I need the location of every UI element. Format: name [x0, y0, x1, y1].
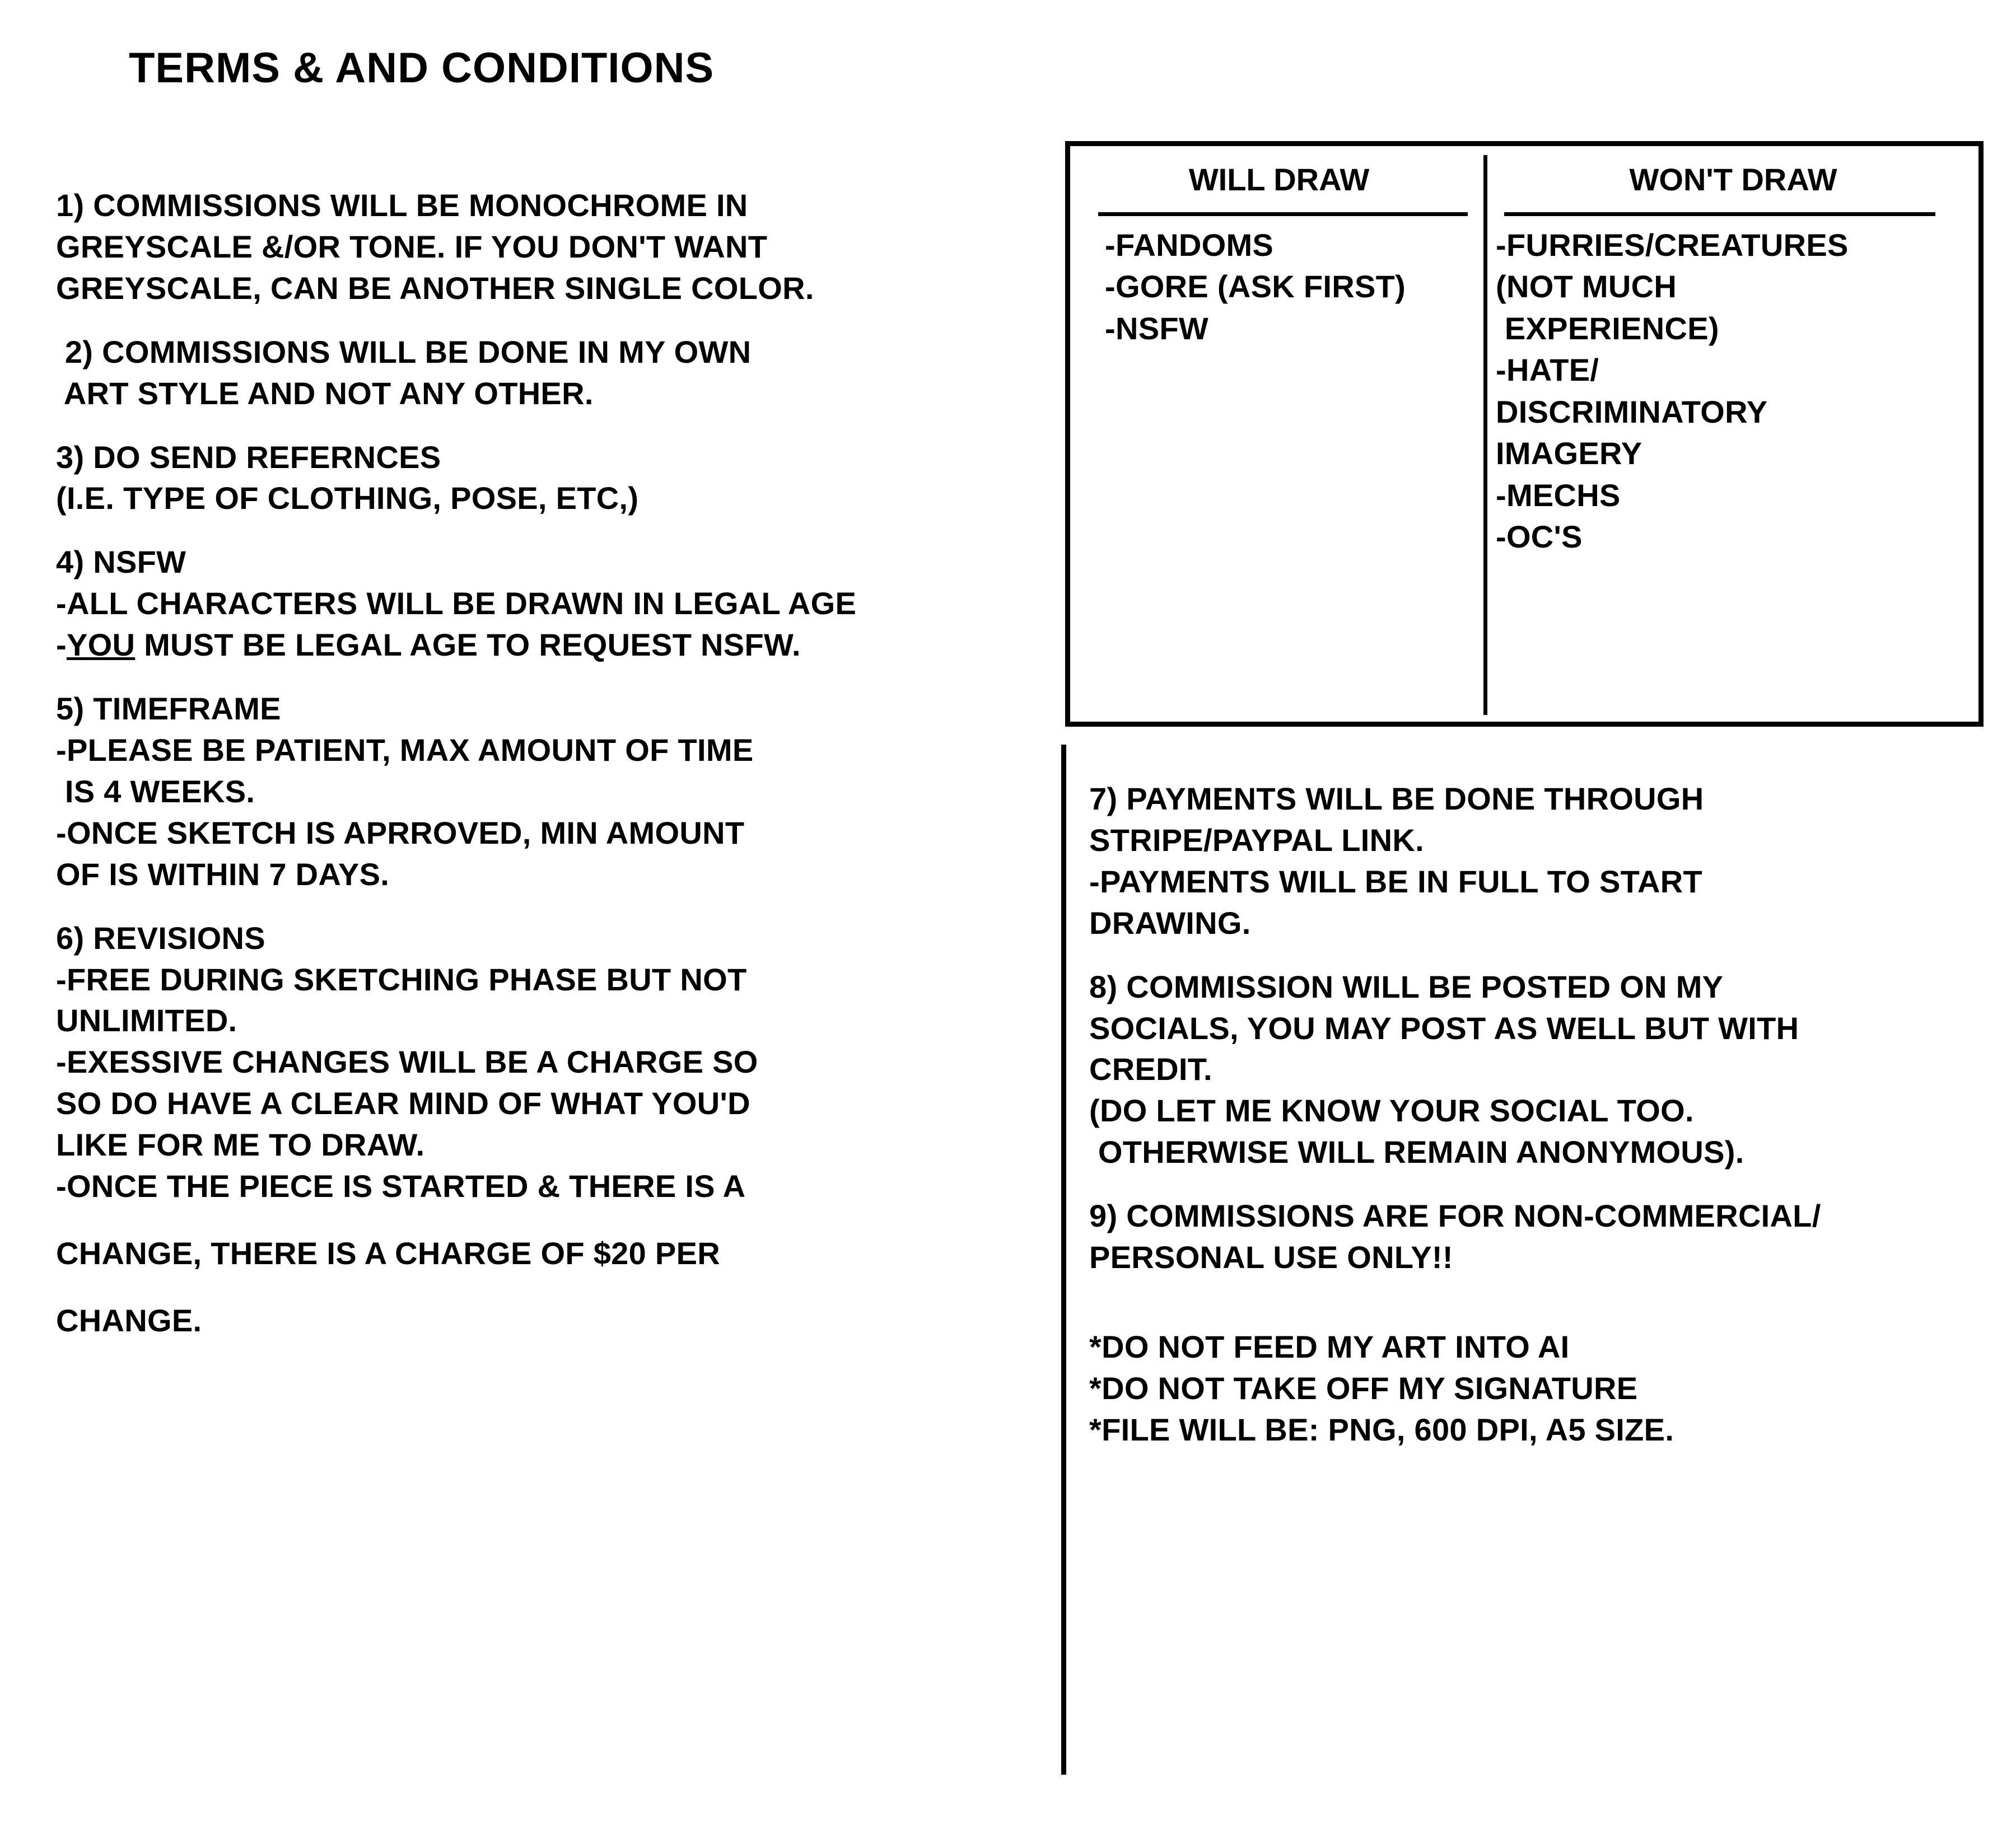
clause-6 [56, 918, 1042, 1341]
clause-1-line-3: GREYSCALE, CAN BE ANOTHER SINGLE COLOR. [56, 270, 814, 306]
clause-9 [1089, 1195, 1996, 1278]
note-item: *FILE WILL BE: PNG, 600 DPI, A5 SIZE. [1089, 1411, 1674, 1447]
clause-6-line-1: 6) REVISIONS [56, 920, 265, 956]
clause-5-line-5: OF IS WITHIN 7 DAYS. [56, 856, 390, 892]
wont-draw-item: DISCRIMINATORY [1496, 394, 1768, 429]
clause-6-line-3: UNLIMITED. [56, 1003, 237, 1039]
table-body [1070, 212, 1978, 558]
clause-3-line-1: 3) DO SEND REFERNCES [56, 439, 441, 475]
will-draw-cell [1070, 225, 1483, 558]
nsfw-you-underlined: YOU [66, 627, 136, 663]
clause-8-line-2: SOCIALS, YOU MAY POST AS WELL BUT WITH [1089, 1010, 1799, 1046]
header-rule-right [1504, 212, 1935, 216]
clause-4 [56, 541, 1042, 666]
clause-7-line-2: STRIPE/PAYPAL LINK. [1089, 822, 1424, 858]
right-column [1089, 778, 1996, 1473]
clause-9-line-1: 9) COMMISSIONS ARE FOR NON-COMMERCIAL/ [1089, 1198, 1821, 1234]
clause-4-line-2: -ALL CHARACTERS WILL BE DRAWN IN LEGAL AGE [56, 586, 857, 621]
notes-spacer [1089, 1301, 1996, 1326]
clause-7 [1089, 778, 1996, 944]
clause-5-line-1: 5) TIMEFRAME [56, 691, 281, 727]
notes-block [1089, 1326, 1996, 1451]
table-header-row [1070, 146, 1978, 212]
header-rule-left [1098, 212, 1468, 216]
note-item: *DO NOT FEED MY ART INTO AI [1089, 1329, 1570, 1364]
clause-5 [56, 688, 1042, 895]
clause-8 [1089, 966, 1996, 1173]
clause-7-line-1: 7) PAYMENTS WILL BE DONE THROUGH [1089, 781, 1704, 816]
wont-draw-item: -HATE/ [1496, 352, 1599, 388]
change-fee-amount: $20 [593, 1235, 647, 1271]
wont-draw-item: -FURRIES/CREATURES [1496, 227, 1849, 263]
nsfw-dash: - [56, 627, 67, 663]
line-spacer-2 [56, 1274, 1042, 1300]
table-header-wont-draw: WON'T DRAW [1629, 161, 1837, 197]
line-spacer [56, 1207, 1042, 1233]
clause-4-line-3 [56, 624, 1042, 666]
clause-8-line-3: CREDIT. [1089, 1051, 1212, 1087]
clause-2-line-1: 2) COMMISSIONS WILL BE DONE IN MY OWN [56, 334, 752, 370]
clause-6-line-5: SO DO HAVE A CLEAR MIND OF WHAT YOU'D [56, 1086, 750, 1121]
clause-1-line-2: GREYSCALE &/OR TONE. IF YOU DON'T WANT [56, 228, 768, 264]
clause-3-line-2: (I.E. TYPE OF CLOTHING, POSE, ETC,) [56, 480, 639, 516]
note-item: *DO NOT TAKE OFF MY SIGNATURE [1089, 1370, 1638, 1406]
wont-draw-item: -OC'S [1496, 519, 1583, 555]
will-draw-item: -GORE (ASK FIRST) [1105, 269, 1406, 305]
will-draw-item: -NSFW [1105, 310, 1209, 346]
wont-draw-item: IMAGERY [1496, 436, 1642, 471]
clause-8-line-5: OTHERWISE WILL REMAIN ANONYMOUS). [1089, 1134, 1744, 1170]
clause-5-line-4: -ONCE SKETCH IS APRROVED, MIN AMOUNT [56, 815, 745, 850]
wont-draw-item: EXPERIENCE) [1496, 310, 1719, 346]
clause-6-line-9: CHANGE. [56, 1302, 202, 1338]
left-column [56, 185, 1042, 1364]
page-title: TERMS & AND CONDITIONS [129, 44, 715, 92]
clause-6-line-2: -FREE DURING SKETCHING PHASE BUT NOT [56, 961, 747, 997]
clause-7-line-3: -PAYMENTS WILL BE IN FULL TO START [1089, 863, 1702, 899]
clause-1-line-1: 1) COMMISSIONS WILL BE MONOCHROME IN [56, 188, 748, 223]
clause-6-line-4: -EXESSIVE CHANGES WILL BE A CHARGE SO [56, 1044, 758, 1080]
clause-2-line-2: ART STYLE AND NOT ANY OTHER. [56, 375, 594, 411]
change-fee-after: PER [646, 1235, 720, 1271]
nsfw-rest: MUST BE LEGAL AGE TO REQUEST NSFW. [135, 627, 801, 663]
clause-1 [56, 185, 1042, 309]
will-wont-draw-table [1065, 141, 1984, 727]
table-header-will-draw: WILL DRAW [1188, 161, 1370, 197]
table-column-divider [1483, 155, 1487, 715]
change-fee-before: CHANGE, THERE IS A CHARGE OF [56, 1235, 594, 1271]
wont-draw-cell [1483, 225, 1976, 558]
clause-4-line-1: 4) NSFW [56, 544, 186, 580]
clause-7-line-4: DRAWING. [1089, 905, 1251, 941]
clause-3 [56, 437, 1042, 520]
clause-6-line-7: -ONCE THE PIECE IS STARTED & THERE IS A [56, 1168, 746, 1204]
clause-8-line-4: (DO LET ME KNOW YOUR SOCIAL TOO. [1089, 1093, 1694, 1129]
clause-5-line-3: IS 4 WEEKS. [56, 773, 255, 809]
clause-8-line-1: 8) COMMISSION WILL BE POSTED ON MY [1089, 969, 1724, 1004]
wont-draw-item: (NOT MUCH [1496, 269, 1677, 305]
wont-draw-item: -MECHS [1496, 477, 1621, 513]
clause-6-line-6: LIKE FOR ME TO DRAW. [56, 1127, 425, 1163]
clause-9-line-2: PERSONAL USE ONLY!! [1089, 1240, 1453, 1275]
will-draw-item: -FANDOMS [1105, 227, 1274, 263]
clause-5-line-2: -PLEASE BE PATIENT, MAX AMOUNT OF TIME [56, 732, 754, 768]
clause-6-line-8 [56, 1233, 1042, 1274]
clause-2 [56, 331, 1042, 414]
column-divider [1061, 745, 1066, 1775]
